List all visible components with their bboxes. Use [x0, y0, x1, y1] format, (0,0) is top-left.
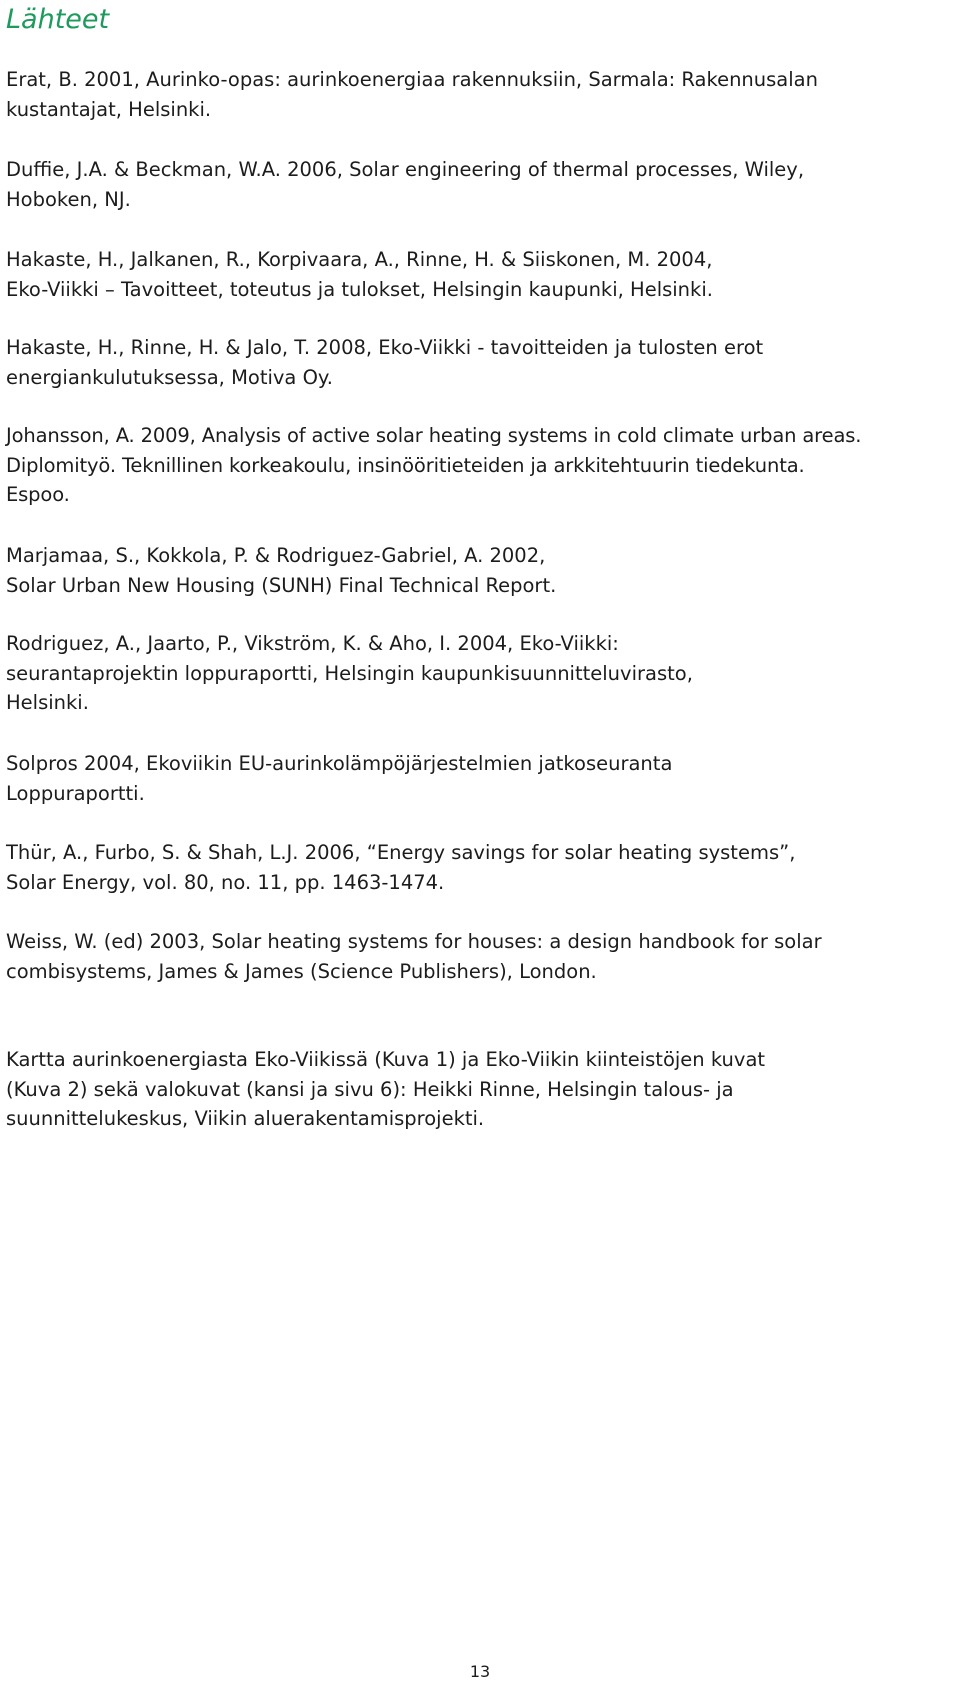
- credits-line: Kartta aurinkoenergiasta Eko-Viikissä (Kuva 1) ja Eko-Viikin kiinteistöjen kuvat: [6, 1048, 766, 1071]
- credits-line: (Kuva 2) sekä valokuvat (kansi ja sivu 6): Heikki Rinne, Helsingin talous- ja: [6, 1077, 734, 1101]
- reference-line: Erat, B. 2001, Aurinko-opas: aurinkoenergiaa rakennuksiin, Sarmala: Rakennusalan: [6, 68, 818, 91]
- reference-erat: [6, 65, 818, 124]
- reference-line: seurantaprojektin loppuraportti, Helsingin kaupunkisuunnitteluvirasto,: [6, 661, 693, 685]
- reference-hakaste-2004: [6, 245, 713, 304]
- reference-line: Solar Energy, vol. 80, no. 11, pp. 1463-1474.: [6, 870, 445, 894]
- reference-line: Eko-Viikki – Tavoitteet, toteutus ja tulokset, Helsingin kaupunki, Helsinki.: [6, 277, 713, 301]
- reference-line: kustantajat, Helsinki.: [6, 97, 212, 121]
- credits-line: suunnittelukeskus, Viikin aluerakentamisprojekti.: [6, 1107, 485, 1130]
- reference-line: Johansson, A. 2009, Analysis of active solar heating systems in cold climate urban areas.: [6, 424, 862, 447]
- reference-line: Espoo.: [6, 483, 70, 506]
- reference-johansson: [6, 421, 861, 510]
- reference-line: Duffie, J.A. & Beckman, W.A. 2006, Solar engineering of thermal processes, Wiley,: [6, 158, 805, 181]
- reference-line: Hakaste, H., Jalkanen, R., Korpivaara, A., Rinne, H. & Siiskonen, M. 2004,: [6, 248, 713, 271]
- reference-line: Solpros 2004, Ekoviikin EU-aurinkolämpöjärjestelmien jatkoseuranta: [6, 752, 673, 775]
- reference-line: Solar Urban New Housing (SUNH) Final Technical Report.: [6, 573, 557, 597]
- reference-solpros: [6, 749, 672, 808]
- reference-duffie: [6, 155, 804, 214]
- reference-thur: [6, 838, 795, 897]
- page-title: Lähteet: [6, 4, 110, 35]
- reference-line: energiankulutuksessa, Motiva Oy.: [6, 365, 333, 389]
- reference-rodriguez: [6, 629, 693, 718]
- reference-line: combisystems, James & James (Science Publishers), London.: [6, 959, 597, 983]
- reference-weiss: [6, 927, 822, 986]
- reference-marjamaa: [6, 541, 556, 600]
- reference-line: Hakaste, H., Rinne, H. & Jalo, T. 2008, Eko-Viikki - tavoitteiden ja tulosten erot: [6, 336, 764, 359]
- reference-line: Diplomityö. Teknillinen korkeakoulu, insinööritieteiden ja arkkitehtuurin tiedekunta.: [6, 453, 805, 477]
- reference-line: Weiss, W. (ed) 2003, Solar heating systems for houses: a design handbook for solar: [6, 930, 822, 953]
- reference-line: Hoboken, NJ.: [6, 187, 131, 211]
- reference-line: Thür, A., Furbo, S. & Shah, L.J. 2006, “Energy savings for solar heating systems”,: [6, 841, 796, 864]
- reference-line: Loppuraportti.: [6, 781, 145, 805]
- reference-line: Helsinki.: [6, 691, 89, 714]
- reference-line: Rodriguez, A., Jaarto, P., Vikström, K. & Aho, I. 2004, Eko-Viikki:: [6, 632, 619, 655]
- reference-line: Marjamaa, S., Kokkola, P. & Rodriguez-Gabriel, A. 2002,: [6, 544, 546, 567]
- reference-hakaste-2008: [6, 333, 763, 392]
- image-credits: [6, 1045, 765, 1134]
- page-number: 13: [469, 1662, 491, 1681]
